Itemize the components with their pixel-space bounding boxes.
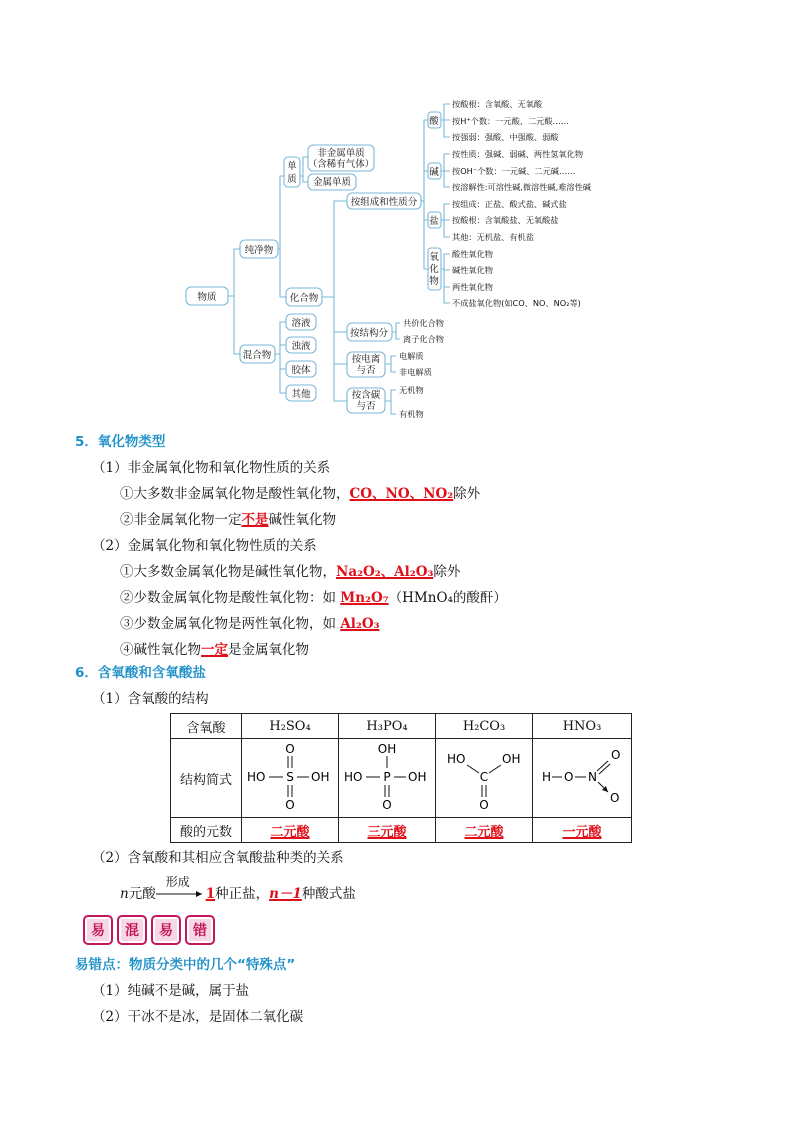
node-pure: 纯净物 <box>244 245 274 256</box>
h2co3-structure <box>439 739 529 813</box>
acid-item-2: 按H⁺个数：一元酸、二元酸…… <box>452 116 569 126</box>
badge: 易 <box>83 915 113 945</box>
salt-item-3: 其他：无机盐、有机盐 <box>452 232 534 242</box>
svg-text:HO: HO <box>344 770 363 784</box>
arrow-label: 形成 <box>165 875 190 889</box>
answer-blank: CO、NO、NO₂ <box>349 486 454 502</box>
row-header-acid: 含氧酸 <box>171 714 242 739</box>
row-header-basicity: 酸的元数 <box>171 818 242 843</box>
h2so4-structure <box>245 739 335 813</box>
node-element-1: 单 <box>287 161 297 172</box>
svg-text:S: S <box>286 770 294 784</box>
node-metal-element: 金属单质 <box>312 177 352 188</box>
acid-item-3: 按强弱：强酸、中强酸、弱酸 <box>452 132 559 142</box>
svg-text:HO: HO <box>247 770 266 784</box>
table-row <box>171 714 632 739</box>
node-root: 物质 <box>197 292 217 303</box>
svg-text:H: H <box>542 770 552 784</box>
structure-item-1: 共价化合物 <box>403 318 444 328</box>
node-others: 其他 <box>291 389 311 400</box>
node-by-carbon-1: 按含碳 <box>351 390 381 401</box>
section5-p2c: ③少数金属氧化物是两性氧化物，如 Al₂O₃ <box>120 616 380 632</box>
svg-text:O: O <box>564 770 574 784</box>
oxide-item-3: 两性氧化物 <box>452 282 493 292</box>
node-oxide-1: 氧 <box>429 252 439 263</box>
basicity-cell <box>436 818 533 843</box>
mistakes-title: 易错点：物质分类中的几个“特殊点” <box>75 957 296 973</box>
svg-text:O: O <box>610 791 620 805</box>
structure-cell <box>339 739 436 818</box>
acid-name-cell: HNO₃ <box>533 714 632 739</box>
acid-name-cell: H₂SO₄ <box>242 714 339 739</box>
table-row <box>171 739 632 818</box>
arrow-icon <box>156 875 206 904</box>
badge: 易 <box>151 915 181 945</box>
answer-blank: 1 <box>205 886 216 902</box>
svg-text:O: O <box>285 742 295 756</box>
answer-blank: 不是 <box>241 512 269 528</box>
ionization-item-2: 非电解质 <box>399 367 432 377</box>
answer-blank: n－1 <box>269 886 302 902</box>
base-item-3: 按溶解性:可溶性碱,微溶性碱,难溶性碱 <box>452 182 591 192</box>
oxide-item-4: 不成盐氧化物(如CO、NO、NO₂等) <box>452 298 581 308</box>
node-oxide-3: 物 <box>429 276 439 287</box>
basicity-cell <box>533 818 632 843</box>
node-oxide-2: 化 <box>429 264 439 275</box>
oxide-item-2: 碱性氧化物 <box>452 265 493 275</box>
node-colloid: 胶体 <box>291 365 311 376</box>
node-nonmetal-1: 非金属单质 <box>317 148 365 159</box>
node-solution: 溶液 <box>291 318 311 329</box>
answer-blank: 二元酸 <box>464 824 504 840</box>
carbon-item-1: 无机物 <box>399 385 424 395</box>
svg-text:OH: OH <box>377 742 397 756</box>
answer-blank: 一元酸 <box>562 824 602 840</box>
section5-p2d: ④碱性氧化物一定是金属氧化物 <box>120 642 309 658</box>
hno3-structure <box>536 739 628 813</box>
section5-p2a: ①大多数金属氧化物是碱性氧化物，Na₂O₂、Al₂O₃除外 <box>120 564 461 580</box>
svg-text:N: N <box>588 770 597 784</box>
answer-blank: 二元酸 <box>270 824 310 840</box>
base-item-1: 按性质：强碱、弱碱、两性氢氧化物 <box>452 149 584 159</box>
mistake-item: （1）纯碱不是碱，属于盐 <box>92 983 250 999</box>
svg-text:OH: OH <box>408 770 427 784</box>
acid-item-1: 按酸根：含氧酸、无氧酸 <box>452 99 543 109</box>
section6-p1: （1）含氧酸的结构 <box>92 691 209 707</box>
oxyacid-table <box>170 713 632 843</box>
row-header-structure: 结构简式 <box>171 739 242 818</box>
node-salt: 盐 <box>429 216 439 227</box>
acid-name-cell: H₂CO₃ <box>436 714 533 739</box>
classification-diagram <box>0 0 800 430</box>
svg-text:OH: OH <box>311 770 330 784</box>
node-base: 碱 <box>429 167 439 178</box>
relation-line: n元酸 形成 1种正盐，n－1种酸式盐 <box>120 884 356 904</box>
section5-p1b: ②非金属氧化物一定不是碱性氧化物 <box>120 512 336 528</box>
section6-p2: （2）含氧酸和其相应含氧酸盐种类的关系 <box>92 850 344 866</box>
section5-p1a: ①大多数非金属氧化物是酸性氧化物，CO、NO、NO₂除外 <box>120 486 481 502</box>
svg-text:O: O <box>479 798 489 812</box>
answer-blank: 一定 <box>201 642 228 658</box>
carbon-item-2: 有机物 <box>399 409 424 419</box>
node-by-ionization-2: 与否 <box>356 365 376 376</box>
acid-name-cell: H₃PO₄ <box>339 714 436 739</box>
svg-text:O: O <box>611 748 621 762</box>
section5-p2: （2）金属氧化物和氧化物性质的关系 <box>92 538 317 554</box>
section6-title: 6．含氧酸和含氧酸盐 <box>75 665 206 681</box>
answer-blank: Mn₂O₇ <box>340 590 389 606</box>
badge: 混 <box>117 915 147 945</box>
svg-text:O: O <box>285 798 295 812</box>
badge: 错 <box>185 915 215 945</box>
node-by-carbon-2: 与否 <box>356 401 376 412</box>
table-row <box>171 818 632 843</box>
basicity-cell <box>242 818 339 843</box>
base-item-2: 按OH⁻个数：一元碱、二元碱…… <box>452 166 576 176</box>
mistake-badges <box>83 915 215 945</box>
svg-text:O: O <box>382 798 392 812</box>
node-nonmetal-2: （含稀有气体） <box>307 159 375 170</box>
answer-blank: Na₂O₂、Al₂O₃ <box>336 564 434 580</box>
svg-text:C: C <box>479 770 489 784</box>
svg-text:OH: OH <box>502 752 521 766</box>
node-suspension: 浊液 <box>291 341 311 352</box>
mistake-item: （2）干冰不是冰，是固体二氧化碳 <box>92 1009 304 1025</box>
node-compound: 化合物 <box>289 293 319 304</box>
h3po4-structure <box>342 739 432 813</box>
node-by-composition: 按组成和性质分 <box>350 197 418 208</box>
section5-p1: （1）非金属氧化物和氧化物性质的关系 <box>92 460 331 476</box>
salt-item-1: 按组成：正盐、酸式盐、碱式盐 <box>452 199 567 209</box>
ionization-item-1: 电解质 <box>399 351 424 361</box>
node-acid: 酸 <box>429 116 439 127</box>
salt-item-2: 按酸根：含氧酸盐、无氧酸盐 <box>452 215 559 225</box>
answer-blank: 三元酸 <box>367 824 407 840</box>
node-mixture: 混合物 <box>242 350 272 361</box>
node-by-ionization-1: 按电离 <box>351 354 381 365</box>
oxide-item-1: 酸性氧化物 <box>452 249 493 259</box>
node-element-2: 质 <box>287 174 297 185</box>
structure-cell <box>436 739 533 818</box>
svg-text:P: P <box>383 770 391 784</box>
svg-text:HO: HO <box>447 752 466 766</box>
answer-blank: Al₂O₃ <box>340 616 380 632</box>
structure-cell <box>242 739 339 818</box>
section5-p2b: ②少数金属氧化物是酸性氧化物：如 Mn₂O₇（HMnO₄的酸酐） <box>120 590 507 606</box>
section5-title: 5．氧化物类型 <box>75 434 166 450</box>
structure-cell <box>533 739 632 818</box>
structure-item-2: 离子化合物 <box>403 334 444 344</box>
basicity-cell <box>339 818 436 843</box>
node-by-structure: 按结构分 <box>349 328 389 339</box>
